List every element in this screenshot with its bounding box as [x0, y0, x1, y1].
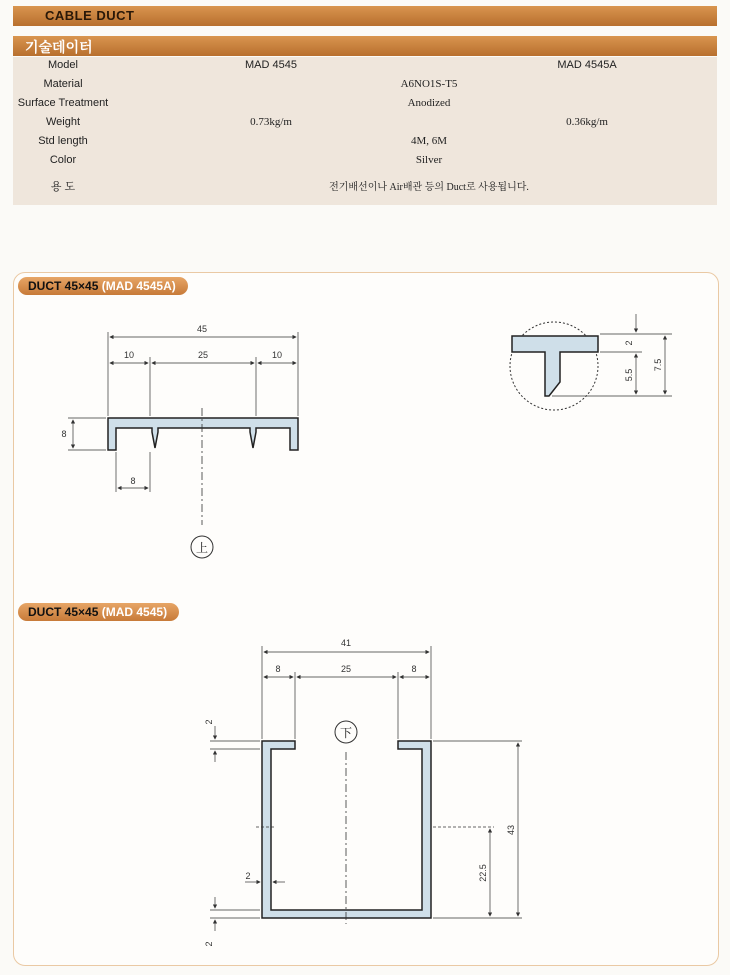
drawing2-profile — [262, 741, 431, 924]
mark-up: 上 — [195, 541, 209, 555]
dim1-mid: 25 — [197, 350, 209, 360]
dim1-bottom: 8 — [130, 476, 136, 486]
spec-row-color: Color Silver — [49, 154, 443, 166]
dim2-total: 41 — [340, 638, 352, 648]
dim2-right: 8 — [411, 664, 417, 674]
dim2-wall-top: 2 — [204, 719, 214, 725]
mark-down: 下 — [339, 726, 353, 740]
spec-row-surface: Surface Treatment Anodized — [17, 97, 451, 109]
detail-top: 2 — [624, 340, 634, 346]
drawing1-title: DUCT 45×45 (MAD 4545A) — [18, 277, 188, 295]
detail-lower: 5.5 — [624, 368, 634, 382]
spec-row-material: Material A6NO1S-T5 — [43, 78, 458, 90]
dim2-wall-bottom: 2 — [204, 941, 214, 947]
detail-total: 7.5 — [653, 358, 663, 372]
spec-row-model: Model MAD 4545 MAD 4545A — [48, 59, 617, 71]
dim1-left: 10 — [123, 350, 135, 360]
dim1-height: 8 — [61, 429, 67, 439]
spec-row-length: Std length 4M, 6M — [38, 135, 448, 147]
drawing1-profile — [108, 408, 298, 525]
dim2-half: 22.5 — [478, 864, 488, 882]
dim2-wall-mid: 2 — [245, 871, 251, 881]
dim2-left: 8 — [275, 664, 281, 674]
drawing1-dimensions — [68, 332, 298, 492]
dim2-height: 43 — [506, 824, 516, 836]
dim1-right: 10 — [271, 350, 283, 360]
drawing1-detail — [510, 314, 672, 410]
spec-row-weight: Weight 0.73kg/m 0.36kg/m — [45, 116, 608, 128]
spec-row-usage: 용 도 전기배선이나 Air배관 등의 Duct로 사용됩니다. — [50, 181, 529, 193]
page-title: CABLE DUCT — [45, 8, 135, 23]
section-title: 기술데이터 — [25, 39, 93, 55]
drawing2-title: DUCT 45×45 (MAD 4545) — [18, 603, 179, 621]
dim1-total: 45 — [196, 324, 208, 334]
dim2-mid: 25 — [340, 664, 352, 674]
drawing2-dimensions — [210, 646, 522, 931]
